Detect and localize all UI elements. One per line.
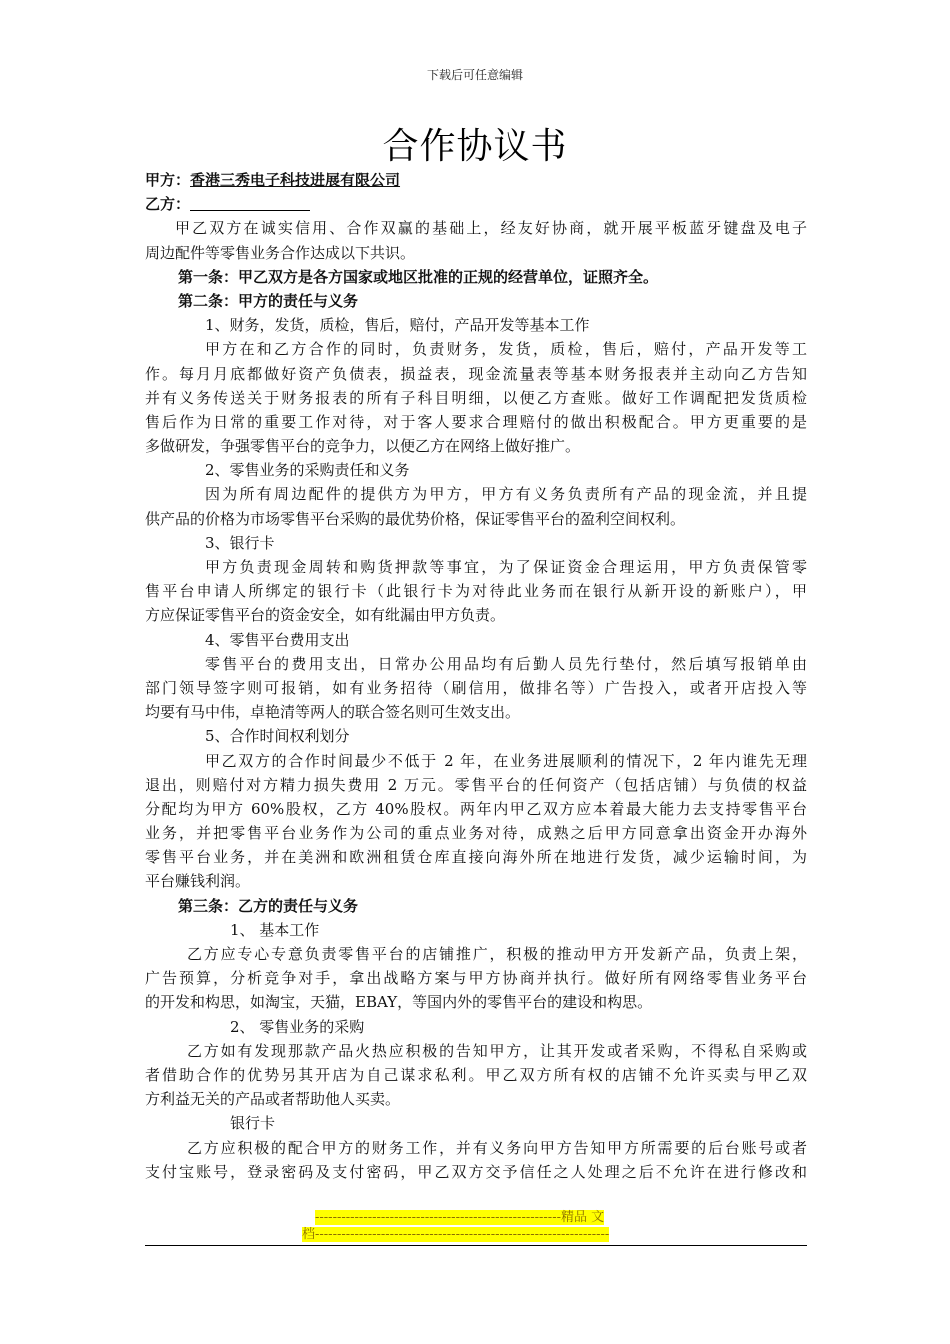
- text-line: 作。每月月底都做好资产负债表，损益表，现金流量表等基本财务报表并主动向乙方告知: [145, 364, 807, 383]
- footer-watermark-line-1: --------------------------------------------------------精品 文: [315, 1210, 605, 1225]
- footer-watermark-line-2: 档-------------------------------------------------------------------: [302, 1227, 610, 1242]
- text-line: 方利益无关的产品或者帮助他人买卖。: [145, 1090, 401, 1109]
- text-line: 乙方应专心专意负责零售平台的店铺推广，积极的推动甲方开发新产品，负责上架，: [187, 945, 807, 963]
- text-line: 零售平台的费用支出，日常办公用品均有后勤人员先行垫付，然后填写报销单由: [205, 654, 807, 673]
- header-note: 下载后可任意编辑: [426, 68, 523, 82]
- footer-rule: [145, 1245, 807, 1246]
- text-line: 甲方负责现金周转和购货押款等事宜，为了保证资金合理运用，甲方负责保管零: [205, 558, 807, 576]
- section-heading: 4、零售平台费用支出: [205, 630, 350, 649]
- section-heading: 5、合作时间权利划分: [205, 727, 350, 746]
- text-line: 平台赚钱利润。: [145, 872, 251, 891]
- text-line: 支付宝账号，登录密码及支付密码，甲乙双方交予信任之人处理之后不允许在进行修改和: [145, 1162, 807, 1181]
- party-b-line: [145, 192, 807, 216]
- section-heading: 2、 零售业务的采购: [230, 1017, 365, 1036]
- text-line: 方应保证零售平台的资金安全，如有纰漏由甲方负责。: [145, 606, 506, 625]
- party-b-blank: [190, 194, 310, 211]
- text-line: 者借助合作的优势另其开店为自己谋求私利。甲乙双方所有权的店铺不允许买卖与甲乙双: [145, 1065, 807, 1084]
- text-line: 售后作为日常的重要工作对待，对于客人要求合理赔付的做出积极配合。甲方更重要的是: [145, 412, 807, 431]
- article-2-heading: 第二条：甲方的责任与义务: [178, 291, 359, 310]
- text-line: 退出，则赔付对方精力损失费用 2 万元。零售平台的任何资产（包括店铺）与负债的权益: [145, 775, 807, 794]
- section-heading: 1、 基本工作: [230, 920, 320, 939]
- page-title: 合作协议书: [382, 126, 568, 167]
- text-line: 并有义务传送关于财务报表的所有子科目明细，以便乙方查账。做好工作调配把发货质检: [145, 388, 807, 407]
- party-b-label: 乙方：: [145, 195, 191, 214]
- text-line: 因为所有周边配件的提供方为甲方，甲方有义务负责所有产品的现金流，并且提: [205, 485, 807, 504]
- party-a-name: 香港三秀电子科技进展有限公司: [190, 171, 401, 189]
- text-line: 甲方在和乙方合作的同时，负责财务，发货，质检，售后，赔付，产品开发等工: [205, 340, 807, 359]
- section-heading: 1、财务，发货，质检，售后，赔付，产品开发等基本工作: [205, 316, 590, 335]
- party-a-label: 甲方：: [145, 171, 191, 189]
- text-line: 甲乙双方在诚实信用、合作双赢的基础上，经友好协商，就开展平板蓝牙键盘及电子: [175, 219, 807, 238]
- text-line: 周边配件等零售业务合作达成以下共识。: [145, 243, 416, 262]
- text-line: 售平台申请人所绑定的银行卡（此银行卡为对待此业务而在银行从新开设的新账户），甲: [145, 582, 807, 601]
- text-line: 乙方如有发现那款产品火热应积极的告知甲方，让其开发或者采购，不得私自采购或: [187, 1041, 807, 1060]
- text-line: 业务，并把零售平台业务作为公司的重点业务对待，成熟之后甲方同意拿出资金开办海外: [145, 824, 807, 843]
- article-1: 第一条：甲乙双方是各方国家或地区批准的正规的经营单位，证照齐全。: [178, 267, 659, 286]
- document-body: [145, 168, 807, 1184]
- text-line: 均要有马中伟，卓艳清等两人的联合签名则可生效支出。: [145, 703, 521, 722]
- section-heading: 2、零售业务的采购责任和义务: [205, 461, 410, 480]
- text-line: 乙方应积极的配合甲方的财务工作，并有义务向甲方告知甲方所需要的后台账号或者: [187, 1138, 807, 1157]
- article-3-heading: 第三条：乙方的责任与义务: [178, 896, 359, 915]
- text-line: 部门领导签字则可报销，如有业务招待（刷信用，做排名等）广告投入，或者开店投入等: [145, 678, 807, 697]
- text-line: 甲乙双方的合作时间最少不低于 2 年，在业务进展顺利的情况下，2 年内谁先无理: [205, 751, 807, 770]
- party-a-line: [145, 168, 807, 192]
- text-line: 多做研发，争强零售平台的竞争力，以便乙方在网络上做好推广。: [145, 437, 581, 456]
- text-line: 广告预算，分析竞争对手，拿出战略方案与甲方协商并执行。做好所有网络零售业务平台: [145, 969, 807, 988]
- section-heading: 3、银行卡: [205, 533, 275, 552]
- text-line: 零售平台业务，并在美洲和欧洲租赁仓库直接向海外所在地进行发货，减少运输时间，为: [145, 848, 807, 867]
- text-line: 分配均为甲方 60%股权，乙方 40%股权。两年内甲乙双方应本着最大能力去支持零售平台: [145, 799, 807, 818]
- section-heading: 银行卡: [230, 1114, 276, 1133]
- text-line: 的开发和构思，如淘宝，天猫，EBAY，等国内外的零售平台的建设和构思。: [145, 993, 653, 1012]
- text-line: 供产品的价格为市场零售平台采购的最优势价格，保证零售平台的盈利空间权利。: [145, 509, 686, 528]
